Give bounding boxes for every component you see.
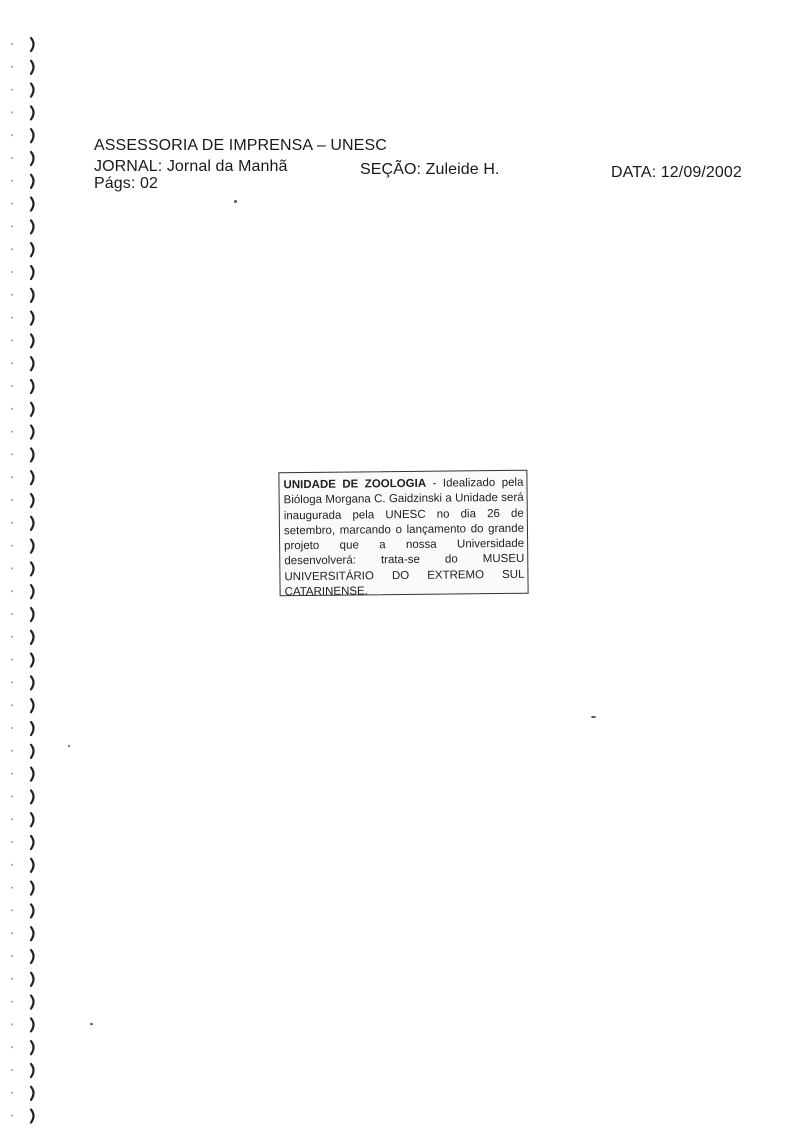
binder-hole-mark — [31, 585, 34, 598]
binder-hole-mark — [31, 722, 34, 735]
scan-dot — [11, 111, 13, 113]
binder-hole-mark — [31, 448, 34, 461]
scan-dot — [11, 203, 13, 205]
scan-dot — [11, 1001, 13, 1003]
binder-hole-mark — [31, 380, 34, 393]
binder-hole-mark — [31, 38, 34, 51]
scan-dot — [11, 522, 13, 524]
scan-dot — [11, 1069, 13, 1071]
scan-dot — [11, 1023, 13, 1025]
binder-hole-mark — [31, 289, 34, 302]
scan-speck — [234, 200, 237, 203]
binder-hole-mark — [31, 745, 34, 758]
binder-hole-mark — [31, 220, 34, 233]
scan-dot — [11, 1046, 13, 1048]
binder-hole-mark — [31, 882, 34, 895]
scan-dot — [11, 795, 13, 797]
binder-hole-mark — [31, 61, 34, 74]
scan-speck — [591, 716, 596, 718]
binder-hole-mark — [31, 152, 34, 165]
section-label: SEÇÃO: Zuleide H. — [360, 161, 500, 178]
binder-hole-mark — [31, 175, 34, 188]
scan-dot — [11, 89, 13, 91]
scan-dot — [11, 294, 13, 296]
scan-dot — [11, 613, 13, 615]
scan-dot — [11, 773, 13, 775]
binder-hole-mark — [31, 1064, 34, 1077]
scan-dot — [11, 1092, 13, 1094]
scan-speck — [90, 1023, 93, 1025]
scan-dot — [11, 362, 13, 364]
date-label: DATA: 12/09/2002 — [611, 164, 742, 181]
scan-dot — [11, 978, 13, 980]
scan-dot — [11, 339, 13, 341]
binder-hole-mark — [31, 1110, 34, 1123]
clipping-body: - Idealizado pela Bióloga Morgana C. Gaidzinski a Unidade será inaugurada pela UNESC no dia 26 de setembro, marcando o lançamento do grande projeto que a nossa Universidade desenvolverá: trata-se do MUSEU UNIVERSITÁRIO DO EXTREMO SUL CATARINENSE. — [283, 476, 525, 599]
binder-hole-mark — [31, 927, 34, 940]
scan-dot — [11, 180, 13, 182]
scan-dot — [11, 431, 13, 433]
binder-hole-mark — [31, 198, 34, 211]
scan-dot — [11, 408, 13, 410]
scan-speck — [68, 745, 70, 747]
scan-dot — [11, 157, 13, 159]
scan-dot — [11, 704, 13, 706]
binder-hole-mark — [31, 836, 34, 849]
scan-dot — [11, 681, 13, 683]
scan-dot — [11, 887, 13, 889]
scan-dot — [11, 727, 13, 729]
binder-hole-mark — [31, 654, 34, 667]
clipping-title: UNIDADE DE ZOOLOGIA — [283, 477, 427, 492]
binder-hole-mark — [31, 84, 34, 97]
scan-dot — [11, 750, 13, 752]
scan-dot — [11, 134, 13, 136]
binder-hole-mark — [31, 540, 34, 553]
binder-hole-mark — [31, 904, 34, 917]
clipping-text — [283, 476, 524, 601]
newspaper-label: JORNAL: Jornal da Manhã — [94, 158, 288, 175]
scan-dot — [11, 499, 13, 501]
binder-hole-mark — [31, 608, 34, 621]
binder-hole-mark — [31, 494, 34, 507]
binder-hole-mark — [31, 471, 34, 484]
binder-hole-mark — [31, 243, 34, 256]
binder-hole-mark — [31, 768, 34, 781]
scan-dot — [11, 545, 13, 547]
binder-holes-strip — [0, 0, 44, 1131]
scan-dot — [11, 590, 13, 592]
binder-hole-mark — [31, 517, 34, 530]
scan-dot — [11, 271, 13, 273]
binder-hole-mark — [31, 129, 34, 142]
scan-dot — [11, 1115, 13, 1117]
binder-hole-mark — [31, 676, 34, 689]
binder-hole-mark — [31, 562, 34, 575]
scan-dot — [11, 567, 13, 569]
scan-dot — [11, 818, 13, 820]
binder-hole-mark — [31, 1041, 34, 1054]
binder-hole-mark — [31, 266, 34, 279]
scan-dot — [11, 317, 13, 319]
scan-dot — [11, 909, 13, 911]
scan-dot — [11, 932, 13, 934]
scan-dot — [11, 453, 13, 455]
binder-hole-mark — [31, 403, 34, 416]
binder-hole-mark — [31, 334, 34, 347]
binder-hole-mark — [31, 950, 34, 963]
scan-dot — [11, 476, 13, 478]
binder-hole-mark — [31, 813, 34, 826]
scan-dot — [11, 864, 13, 866]
binder-hole-mark — [31, 1087, 34, 1100]
binder-hole-mark — [31, 426, 34, 439]
scan-dot — [11, 248, 13, 250]
binder-hole-mark — [31, 631, 34, 644]
binder-hole-mark — [31, 996, 34, 1009]
binder-hole-mark — [31, 790, 34, 803]
binder-hole-mark — [31, 1018, 34, 1031]
pages-label: Págs: 02 — [94, 175, 158, 192]
binder-hole-mark — [31, 859, 34, 872]
scan-dot — [11, 955, 13, 957]
binder-hole-mark — [31, 357, 34, 370]
press-office-title: ASSESSORIA DE IMPRENSA – UNESC — [94, 137, 387, 154]
binder-hole-mark — [31, 106, 34, 119]
scan-dot — [11, 841, 13, 843]
scan-dot — [11, 225, 13, 227]
binder-hole-mark — [31, 973, 34, 986]
binder-hole-mark — [31, 699, 34, 712]
scan-dot — [11, 636, 13, 638]
scan-dot — [11, 385, 13, 387]
newspaper-clipping — [278, 470, 528, 597]
scan-dot — [11, 66, 13, 68]
scan-dot — [11, 659, 13, 661]
scan-dot — [11, 43, 13, 45]
binder-hole-mark — [31, 312, 34, 325]
